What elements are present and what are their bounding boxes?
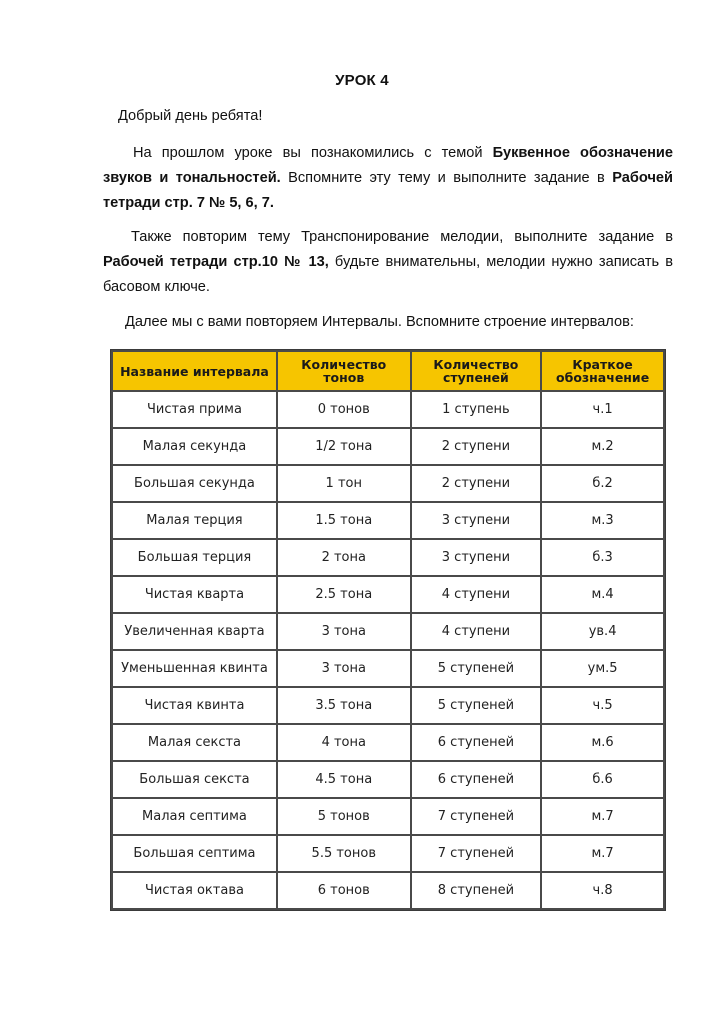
cell-steps: 5 ступеней bbox=[412, 688, 541, 723]
cell-steps: 5 ступеней bbox=[412, 651, 541, 686]
cell-notation: ч.1 bbox=[542, 392, 663, 427]
cell-tones: 5.5 тонов bbox=[278, 836, 410, 871]
cell-steps: 1 ступень bbox=[412, 392, 541, 427]
cell-steps: 2 ступени bbox=[412, 466, 541, 501]
cell-steps: 4 ступени bbox=[412, 577, 541, 612]
cell-interval-name: Малая терция bbox=[113, 503, 276, 538]
cell-interval-name: Чистая прима bbox=[113, 392, 276, 427]
table-row bbox=[113, 577, 663, 612]
cell-notation: м.6 bbox=[542, 725, 663, 760]
cell-notation: м.4 bbox=[542, 577, 663, 612]
cell-steps: 4 ступени bbox=[412, 614, 541, 649]
cell-interval-name: Чистая кварта bbox=[113, 577, 276, 612]
table-row bbox=[113, 799, 663, 834]
cell-tones: 3 тона bbox=[278, 651, 410, 686]
cell-tones: 3.5 тона bbox=[278, 688, 410, 723]
header-tones-count: Количество тонов bbox=[278, 352, 410, 390]
intervals-table bbox=[110, 349, 666, 911]
table-row bbox=[113, 392, 663, 427]
cell-interval-name: Чистая квинта bbox=[113, 688, 276, 723]
cell-notation: м.7 bbox=[542, 799, 663, 834]
intervals-table-container bbox=[110, 349, 664, 911]
table-row bbox=[113, 873, 663, 908]
cell-tones: 1/2 тона bbox=[278, 429, 410, 464]
cell-tones: 2.5 тона bbox=[278, 577, 410, 612]
cell-interval-name: Большая секунда bbox=[113, 466, 276, 501]
table-header-row bbox=[113, 352, 663, 390]
table-row bbox=[113, 725, 663, 760]
header-interval-name: Название интервала bbox=[113, 352, 276, 390]
cell-interval-name: Увеличенная кварта bbox=[113, 614, 276, 649]
paragraph-intervals-intro: Далее мы с вами повторяем Интервалы. Вспомните строение интервалов: bbox=[125, 314, 634, 330]
cell-interval-name: Малая септима bbox=[113, 799, 276, 834]
cell-tones: 4.5 тона bbox=[278, 762, 410, 797]
cell-steps: 8 ступеней bbox=[412, 873, 541, 908]
cell-steps: 7 ступеней bbox=[412, 836, 541, 871]
cell-interval-name: Малая секста bbox=[113, 725, 276, 760]
cell-notation: ув.4 bbox=[542, 614, 663, 649]
table-row bbox=[113, 614, 663, 649]
paragraph-transposition bbox=[103, 225, 673, 300]
cell-interval-name: Чистая октава bbox=[113, 873, 276, 908]
cell-tones: 5 тонов bbox=[278, 799, 410, 834]
page-title: УРОК 4 bbox=[335, 72, 389, 89]
cell-steps: 2 ступени bbox=[412, 429, 541, 464]
cell-interval-name: Малая секунда bbox=[113, 429, 276, 464]
cell-steps: 6 ступеней bbox=[412, 762, 541, 797]
cell-interval-name: Большая секста bbox=[113, 762, 276, 797]
paragraph-1-text-2: Вспомните эту тему и выполните задание в bbox=[280, 170, 613, 186]
table-row bbox=[113, 503, 663, 538]
cell-notation: ч.5 bbox=[542, 688, 663, 723]
cell-steps: 3 ступени bbox=[412, 503, 541, 538]
cell-tones: 4 тона bbox=[278, 725, 410, 760]
table-row bbox=[113, 762, 663, 797]
cell-tones: 1 тон bbox=[278, 466, 410, 501]
table-row bbox=[113, 429, 663, 464]
cell-interval-name: Большая терция bbox=[113, 540, 276, 575]
header-steps-count: Количество ступеней bbox=[412, 352, 541, 390]
paragraph-1-topic: Буквенное обозначение звуков и тональностей. bbox=[103, 145, 674, 186]
cell-notation: ч.8 bbox=[542, 873, 663, 908]
cell-tones: 1.5 тона bbox=[278, 503, 410, 538]
cell-notation: м.3 bbox=[542, 503, 663, 538]
cell-interval-name: Большая септима bbox=[113, 836, 276, 871]
paragraph-1-workbook-ref: Рабочей тетради стр. 7 № 5, 6, 7. bbox=[103, 170, 674, 211]
header-short-notation: Краткое обозначение bbox=[542, 352, 663, 390]
cell-steps: 3 ступени bbox=[412, 540, 541, 575]
cell-tones: 3 тона bbox=[278, 614, 410, 649]
cell-interval-name: Уменьшенная квинта bbox=[113, 651, 276, 686]
greeting-text: Добрый день ребята! bbox=[118, 108, 263, 124]
cell-tones: 6 тонов bbox=[278, 873, 410, 908]
table-row bbox=[113, 651, 663, 686]
paragraph-previous-lesson bbox=[103, 141, 673, 216]
paragraph-2-text-2: будьте внимательны, мелодии нужно записать в басовом ключе. bbox=[103, 254, 674, 295]
table-row bbox=[113, 836, 663, 871]
cell-notation: м.7 bbox=[542, 836, 663, 871]
table-row bbox=[113, 540, 663, 575]
table-row bbox=[113, 688, 663, 723]
cell-steps: 6 ступеней bbox=[412, 725, 541, 760]
cell-notation: м.2 bbox=[542, 429, 663, 464]
cell-notation: б.2 bbox=[542, 466, 663, 501]
cell-tones: 0 тонов bbox=[278, 392, 410, 427]
cell-steps: 7 ступеней bbox=[412, 799, 541, 834]
paragraph-1-text-1: На прошлом уроке вы познакомились с темой bbox=[133, 145, 493, 161]
cell-notation: ум.5 bbox=[542, 651, 663, 686]
table-row bbox=[113, 466, 663, 501]
cell-notation: б.3 bbox=[542, 540, 663, 575]
paragraph-2-text-1: Также повторим тему Транспонирование мелодии, выполните задание в bbox=[131, 229, 673, 245]
cell-tones: 2 тона bbox=[278, 540, 410, 575]
paragraph-2-workbook-ref: Рабочей тетради стр.10 № 13, bbox=[103, 254, 329, 270]
cell-notation: б.6 bbox=[542, 762, 663, 797]
